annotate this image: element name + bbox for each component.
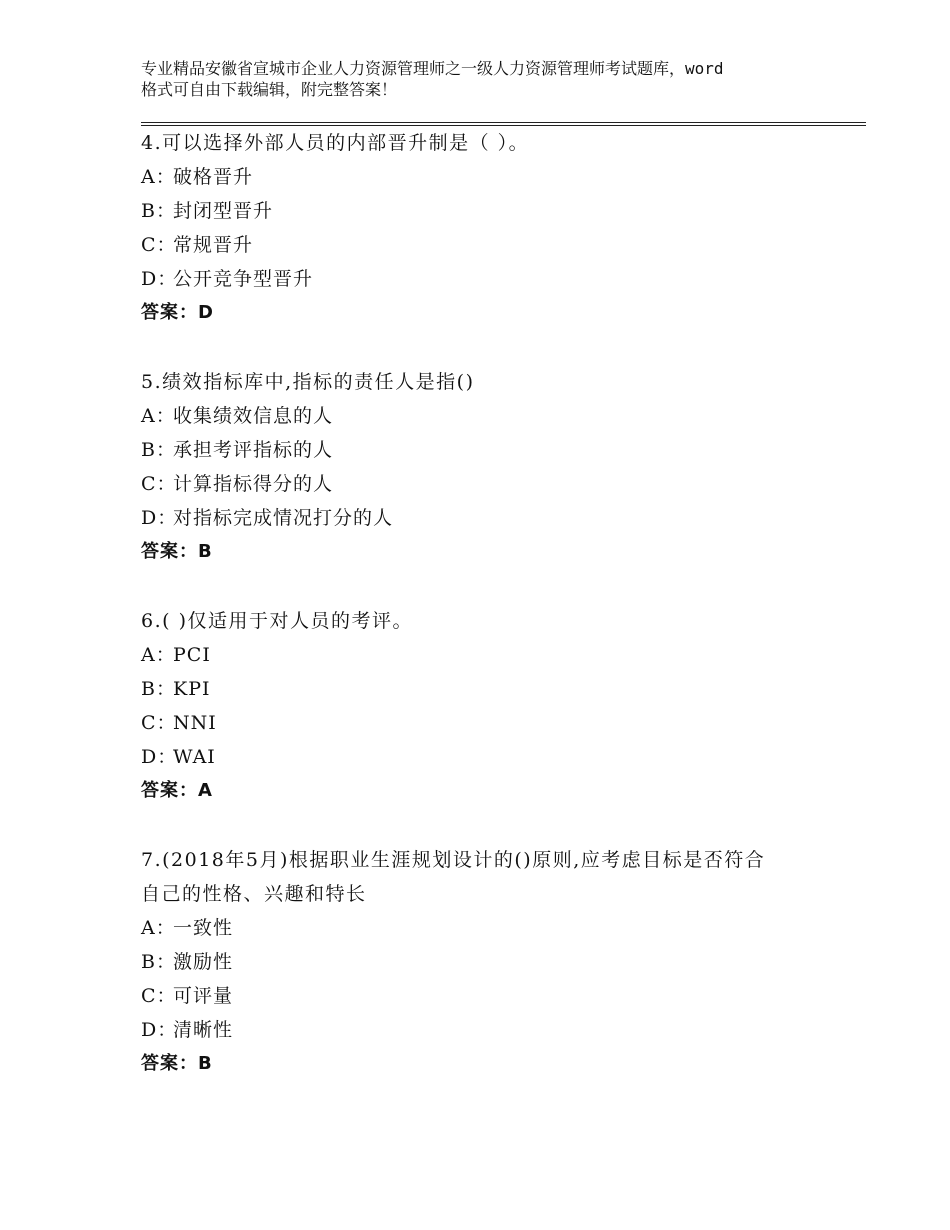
question-stem: 6.( )仅适用于对人员的考评。: [141, 610, 413, 632]
question-stem: 4.可以选择外部人员的内部晋升制是（ ）。: [141, 132, 530, 154]
option-c: [141, 228, 841, 262]
answer-line: 答案：D: [141, 302, 214, 323]
question-stem: 5.绩效指标库中,指标的责任人是指(): [141, 371, 475, 393]
option-d: [141, 262, 841, 296]
option-label: C：: [141, 473, 177, 495]
option-label: C：: [141, 234, 177, 256]
option-text: PCI: [173, 644, 211, 666]
answer-line: 答案：A: [141, 780, 213, 801]
option-label: C：: [141, 712, 177, 734]
option-text: 可评量: [173, 985, 234, 1007]
option-label: A：: [141, 917, 176, 939]
question-stem-continued: 自己的性格、兴趣和特长: [141, 883, 367, 905]
document-header: [141, 58, 841, 100]
header-line-1: 专业精品安徽省宣城市企业人力资源管理师之一级人力资源管理师考试题库，word: [141, 59, 724, 78]
option-d: [141, 1013, 841, 1047]
option-label: B：: [141, 200, 176, 222]
question-block: [141, 365, 841, 569]
option-b: [141, 945, 841, 979]
option-label: D：: [141, 268, 178, 290]
option-label: B：: [141, 678, 176, 700]
option-label: D：: [141, 507, 178, 529]
header-divider-top: [141, 122, 866, 123]
option-text: 收集绩效信息的人: [173, 405, 334, 427]
option-text: 破格晋升: [173, 166, 254, 188]
option-c: [141, 706, 841, 740]
option-text: 公开竞争型晋升: [173, 268, 314, 290]
option-b: [141, 672, 841, 706]
answer-line: 答案：B: [141, 1053, 213, 1074]
question-block: [141, 126, 841, 330]
option-text: WAI: [173, 746, 216, 768]
option-d: [141, 740, 841, 774]
option-text: 激励性: [173, 951, 234, 973]
option-text: NNI: [173, 712, 217, 734]
option-label: D：: [141, 746, 178, 768]
option-text: 对指标完成情况打分的人: [173, 507, 394, 529]
option-text: 清晰性: [173, 1019, 234, 1041]
option-c: [141, 467, 841, 501]
answer-line: 答案：B: [141, 541, 213, 562]
option-label: A：: [141, 644, 176, 666]
option-a: [141, 638, 841, 672]
option-label: D：: [141, 1019, 178, 1041]
option-a: [141, 160, 841, 194]
option-a: [141, 911, 841, 945]
option-label: A：: [141, 166, 176, 188]
option-text: 常规晋升: [173, 234, 254, 256]
option-text: KPI: [173, 678, 211, 700]
option-label: C：: [141, 985, 177, 1007]
question-block: [141, 604, 841, 808]
question-block: [141, 843, 841, 1081]
option-b: [141, 433, 841, 467]
question-stem: 7.(2018年5月)根据职业生涯规划设计的()原则,应考虑目标是否符合: [141, 849, 766, 871]
option-text: 一致性: [173, 917, 234, 939]
option-text: 计算指标得分的人: [173, 473, 334, 495]
option-label: B：: [141, 439, 176, 461]
option-text: 承担考评指标的人: [173, 439, 334, 461]
option-a: [141, 399, 841, 433]
option-label: A：: [141, 405, 176, 427]
option-text: 封闭型晋升: [173, 200, 274, 222]
option-b: [141, 194, 841, 228]
option-label: B：: [141, 951, 176, 973]
option-c: [141, 979, 841, 1013]
option-d: [141, 501, 841, 535]
header-line-2: 格式可自由下载编辑，附完整答案！: [141, 80, 398, 99]
